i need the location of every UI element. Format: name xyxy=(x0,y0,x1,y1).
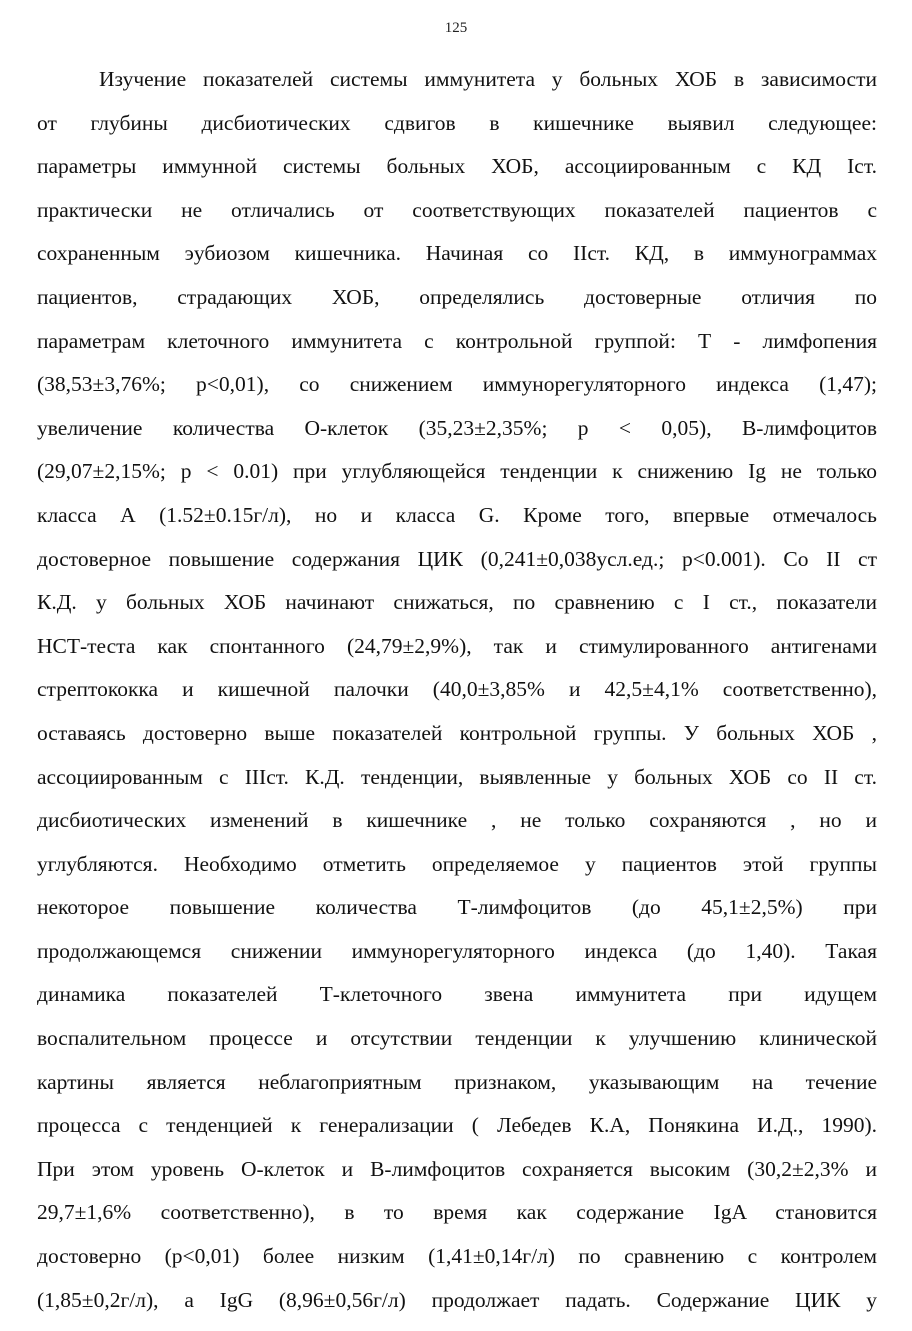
text-line: НСТ-теста как спонтанного (24,79±2,9%), так и стимулированного антигенами xyxy=(37,633,877,658)
page-number: 125 xyxy=(444,20,468,36)
text-line: некоторое повышение количества Т-лимфоцитов (до 45,1±2,5%) при xyxy=(37,895,877,920)
text-line: воспалительном процессе и отсутствии тенденции к улучшению клинической xyxy=(37,1026,877,1051)
text-line: сохраненным эубиозом кишечника. Начиная со IIст. КД, в иммунограммах xyxy=(37,241,877,266)
body-text xyxy=(37,58,877,1322)
text-line: углубляются. Необходимо отметить определяемое у пациентов этой группы xyxy=(37,851,877,876)
text-line: При этом уровень О-клеток и В-лимфоцитов сохраняется высоким (30,2±2,3% и xyxy=(37,1156,877,1181)
text-line: процесса с тенденцией к генерализации ( Лебедев К.А, Понякина И.Д., 1990). xyxy=(37,1113,877,1138)
text-line: класса А (1.52±0.15г/л), но и класса G. Кроме того, впервые отмечалось xyxy=(37,502,877,527)
text-line: К.Д. у больных ХОБ начинают снижаться, по сравнению с I ст., показатели xyxy=(37,590,877,615)
text-line: ассоциированным с IIIст. К.Д. тенденции, выявленные у больных ХОБ со II ст. xyxy=(37,764,877,789)
text-line: динамика показателей Т-клеточного звена иммунитета при идущем xyxy=(37,982,877,1007)
text-line: картины является неблагоприятным признаком, указывающим на течение xyxy=(37,1069,877,1094)
text-line: пациентов, страдающих ХОБ, определялись достоверные отличия по xyxy=(37,284,877,309)
text-line: практически не отличались от соответствующих показателей пациентов с xyxy=(37,197,877,222)
text-line: параметрам клеточного иммунитета с контрольной группой: Т - лимфопения xyxy=(37,328,877,353)
text-line: увеличение количества О-клеток (35,23±2,35%; р < 0,05), В-лимфоцитов xyxy=(37,415,877,440)
text-line: (38,53±3,76%; p<0,01), со снижением иммунорегуляторного индекса (1,47); xyxy=(37,372,877,397)
text-line: достоверно (р<0,01) более низким (1,41±0,14г/л) по сравнению с контролем xyxy=(37,1244,877,1269)
text-line: от глубины дисбиотических сдвигов в кишечнике выявил следующее: xyxy=(37,110,877,135)
text-line: достоверное повышение содержания ЦИК (0,241±0,038усл.ед.; р<0.001). Со II ст xyxy=(37,546,877,571)
text-line: продолжающемся снижении иммунорегуляторного индекса (до 1,40). Такая xyxy=(37,938,877,963)
text-line: стрептококка и кишечной палочки (40,0±3,85% и 42,5±4,1% соответственно), xyxy=(37,677,877,702)
text-line: (1,85±0,2г/л), а IgG (8,96±0,56г/л) продолжает падать. Содержание ЦИК у xyxy=(37,1287,877,1312)
text-line: (29,07±2,15%; р < 0.01) при углубляющейся тенденции к снижению Ig не только xyxy=(37,459,877,484)
text-line: оставаясь достоверно выше показателей контрольной группы. У больных ХОБ , xyxy=(37,720,877,745)
text-line: дисбиотических изменений в кишечнике , не только сохраняются , но и xyxy=(37,808,877,833)
text-line: Изучение показателей системы иммунитета у больных ХОБ в зависимости xyxy=(99,67,877,91)
text-line: параметры иммунной системы больных ХОБ, ассоциированным с КД Iст. xyxy=(37,154,877,179)
text-line: 29,7±1,6% соответственно), в то время как содержание IgA становится xyxy=(37,1200,877,1225)
